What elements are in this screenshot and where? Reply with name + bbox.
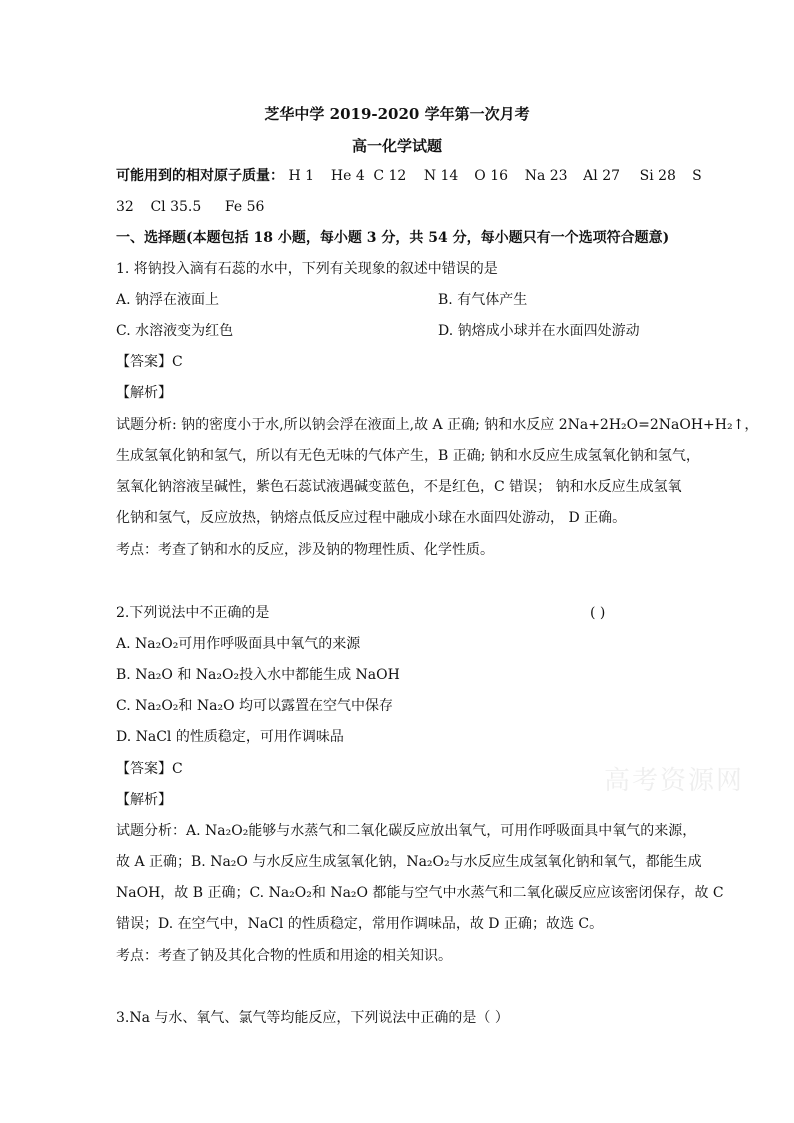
mass-item: Na 23 xyxy=(524,168,568,184)
question-3-stem: 3.Na 与水、氧气、氯气等均能反应，下列说法中正确的是（ ） xyxy=(116,1010,509,1026)
mass-item: 32 xyxy=(116,199,134,215)
q2-analysis-line: NaOH，故 B 正确；C. Na₂O₂和 Na₂O 都能与空气中水蒸气和二氧化碳反应应该密闭保存，故 C xyxy=(116,885,724,901)
q1-option-a: A. 钠浮在液面上 xyxy=(116,292,220,308)
atomic-mass-line-1 xyxy=(116,166,702,186)
atomic-mass-line-2 xyxy=(116,197,264,217)
q1-option-d: D. 钠熔成小球并在水面四处游动 xyxy=(438,323,640,339)
mass-item: He 4 xyxy=(330,168,365,184)
mass-item: Al 27 xyxy=(583,168,621,184)
q1-answer: 【答案】C xyxy=(116,354,183,370)
exam-title: 芝华中学 2019-2020 学年第一次月考 xyxy=(264,105,530,123)
question-2-stem: 2.下列说法中不正确的是 xyxy=(116,605,270,621)
mass-item: Fe 56 xyxy=(224,199,265,215)
q2-answer-paren: ( ) xyxy=(590,605,606,621)
q2-analysis-line: 错误；D. 在空气中，NaCl 的性质稳定，常用作调味品，故 D 正确；故选 C。 xyxy=(116,916,604,932)
q1-analysis-line: 生成氢氧化钠和氢气，所以有无色无味的气体产生，B 正确; 钠和水反应生成氢氧化钠和氢气， xyxy=(116,448,700,464)
q2-analysis-label: 【解析】 xyxy=(116,792,172,808)
mass-item: H 1 xyxy=(288,168,315,184)
exam-subtitle: 高一化学试题 xyxy=(351,137,442,155)
mass-item: N 14 xyxy=(423,168,459,184)
mass-item: O 16 xyxy=(474,168,509,184)
q2-answer: 【答案】C xyxy=(116,761,183,777)
question-1-stem: 1. 将钠投入滴有石蕊的水中，下列有关现象的叙述中错误的是 xyxy=(116,261,498,277)
q2-option-a: A. Na₂O₂可用作呼吸面具中氧气的来源 xyxy=(116,636,361,652)
mass-item: Si 28 xyxy=(639,168,676,184)
q1-analysis-line: 化钠和氢气，反应放热，钠熔点低反应过程中融成小球在水面四处游动， D 正确。 xyxy=(116,510,627,526)
q1-point: 考点：考查了钠和水的反应，涉及钠的物理性质、化学性质。 xyxy=(116,542,494,558)
q1-option-b: B. 有气体产生 xyxy=(438,292,528,308)
atomic-mass-label: 可能用到的相对原子质量： xyxy=(116,168,284,184)
mass-item: S xyxy=(692,168,702,184)
section-heading: 一、选择题(本题包括 18 小题，每小题 3 分，共 54 分，每小题只有一个选项符合题意) xyxy=(116,230,670,246)
q2-option-d: D. NaCl 的性质稳定，可用作调味品 xyxy=(116,729,344,745)
q2-option-c: C. Na₂O₂和 Na₂O 均可以露置在空气中保存 xyxy=(116,698,393,714)
mass-item: Cl 35.5 xyxy=(150,199,202,215)
q2-point: 考点：考查了钠及其化合物的性质和用途的相关知识。 xyxy=(116,948,452,964)
q1-analysis-line: 氢氧化钠溶液呈碱性，紫色石蕊试液遇碱变蓝色，不是红色，C 错误； 钠和水反应生成氢氧 xyxy=(116,479,682,495)
q1-analysis-label: 【解析】 xyxy=(116,385,172,401)
q2-analysis-line: 故 A 正确；B. Na₂O 与水反应生成氢氧化钠，Na₂O₂与水反应生成氢氧化钠和氧气，都能生成 xyxy=(116,854,702,870)
watermark: 高考资源网 xyxy=(604,766,745,796)
q2-analysis-line: 试题分析：A. Na₂O₂能够与水蒸气和二氧化碳反应放出氧气，可用作呼吸面具中氧气的来源， xyxy=(116,823,697,839)
q1-analysis-line: 试题分析: 钠的密度小于水,所以钠会浮在液面上,故 A 正确; 钠和水反应 2Na+2H₂O=2NaOH+H₂↑， xyxy=(116,417,759,433)
q1-option-c: C. 水溶液变为红色 xyxy=(116,323,234,339)
q2-option-b: B. Na₂O 和 Na₂O₂投入水中都能生成 NaOH xyxy=(116,667,400,683)
mass-item: C 12 xyxy=(373,168,407,184)
